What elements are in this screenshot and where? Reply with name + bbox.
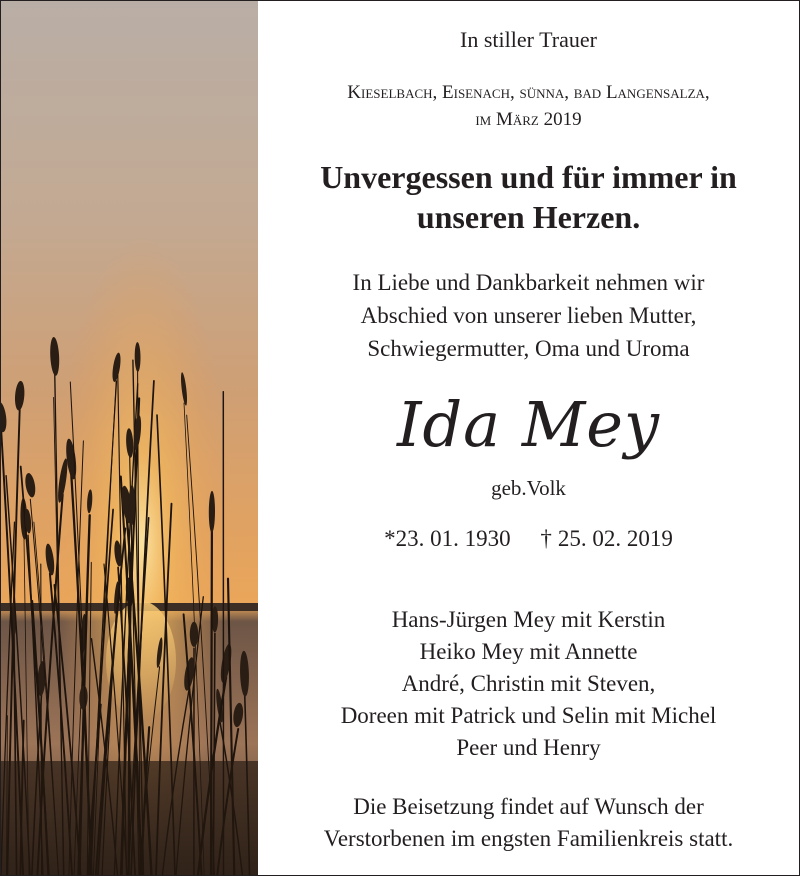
maiden-name: geb.Volk [491, 476, 566, 500]
headline-line: Unvergessen und für immer in [320, 159, 737, 195]
sunset-reed-photo [1, 1, 258, 875]
death-cross-icon: † [540, 526, 552, 551]
family-member: Peer und Henry [456, 735, 601, 760]
family-member: Hans-Jürgen Mey mit Kerstin [391, 607, 666, 632]
places-line: Kieselbach, Eisenach, sünna, bad Langensalza, [347, 82, 710, 103]
death-date: † 25. 02. 2019 [540, 526, 673, 551]
places-and-date [258, 79, 799, 133]
intro-line: Abschied von unserer lieben Mutter, [360, 303, 697, 328]
headline [258, 157, 799, 237]
intro-line: In Liebe und Dankbarkeit nehmen wir [352, 270, 705, 295]
life-dates [258, 526, 799, 552]
family-member: Heiko Mey mit Annette [419, 639, 638, 664]
notice-text [258, 1, 799, 875]
mourning-header: In stiller Trauer [460, 27, 597, 52]
burial-note [258, 791, 799, 855]
birth-star-icon: * [384, 526, 396, 551]
reed-plume [190, 622, 198, 647]
family-member: André, Christin mit Steven, [401, 671, 656, 696]
sunset-reed-image [1, 1, 258, 875]
deceased-name: Ida Mey [396, 388, 661, 461]
intro-text [258, 266, 799, 365]
burial-note-line: Die Beisetzung findet auf Wunsch der [353, 794, 704, 819]
birth-date: *23. 01. 1930 [384, 526, 511, 551]
intro-line: Schwiegermutter, Oma und Uroma [367, 336, 690, 361]
family-list [258, 604, 799, 764]
date-line: im März 2019 [475, 109, 582, 130]
burial-note-line: Verstorbenen im engsten Familienkreis statt. [323, 826, 734, 851]
headline-line: unseren Herzen. [416, 199, 641, 235]
family-member: Doreen mit Patrick und Selin mit Michel [340, 703, 717, 728]
